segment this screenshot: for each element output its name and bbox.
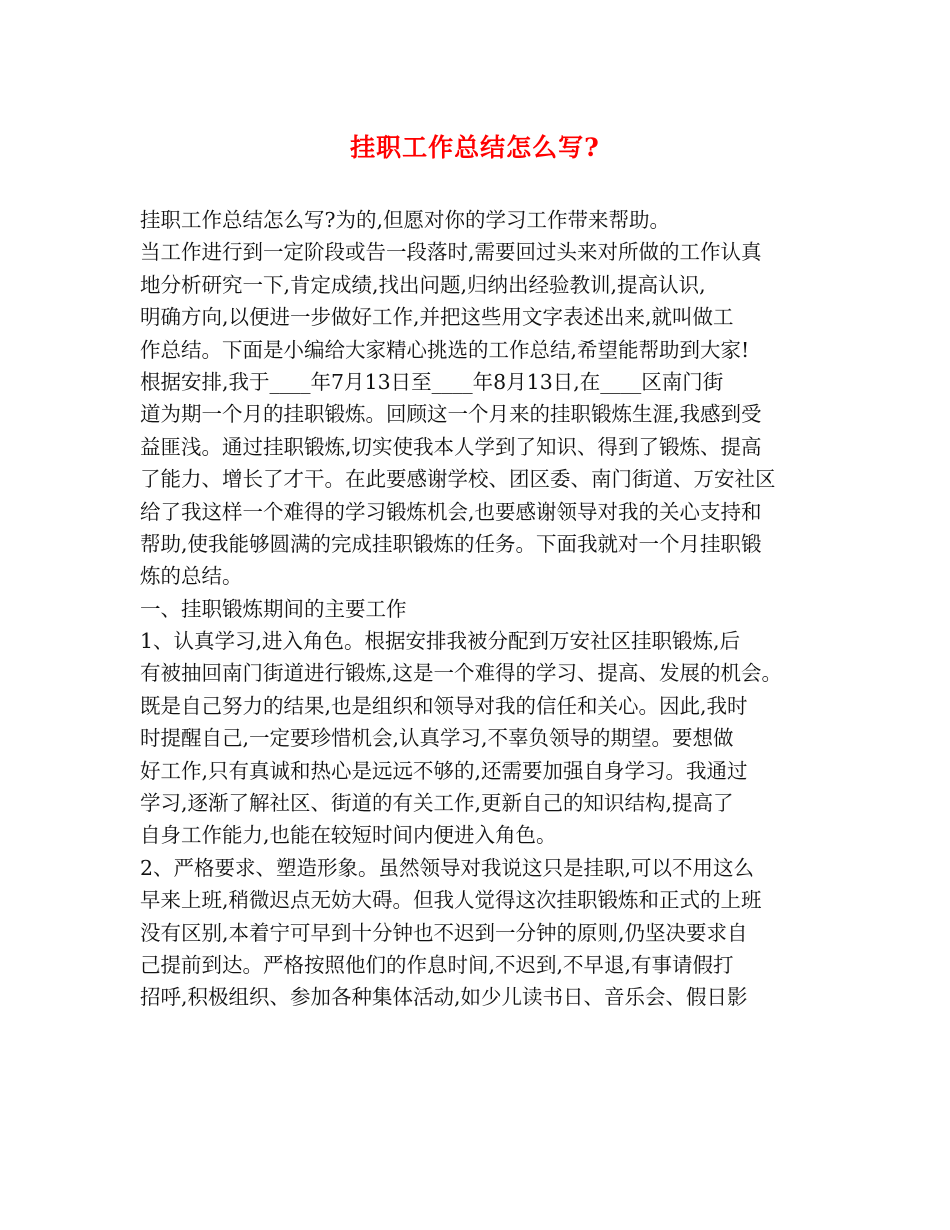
text-line: 根据安排,我于____年7月13日至____年8月13日,在____区南门街 xyxy=(140,369,724,394)
text-line: 挂职工作总结怎么写?为的,但愿对你的学习工作带来帮助。 xyxy=(140,208,671,232)
text-line: 道为期一个月的挂职锻炼。回顾这一个月来的挂职锻炼生涯,我感到受 xyxy=(140,402,762,427)
document-body xyxy=(140,204,820,1014)
text-line: 没有区别,本着宁可早到十分钟也不迟到一分钟的原则,仍坚决要求自 xyxy=(140,920,748,945)
text-line: 早来上班,稍微迟点无妨大碍。但我人觉得这次挂职锻炼和正式的上班 xyxy=(140,888,762,913)
text-line: 学习,逐渐了解社区、街道的有关工作,更新自己的知识结构,提高了 xyxy=(140,791,734,816)
text-line: 炼的总结。 xyxy=(140,564,243,589)
text-line: 既是自己努力的结果,也是组织和领导对我的信任和关心。因此,我时 xyxy=(140,693,748,718)
text-line: 时提醒自己,一定要珍惜机会,认真学习,不辜负领导的期望。要想做 xyxy=(140,726,734,751)
text-line: 地分析研究一下,肯定成绩,找出问题,归纳出经验教训,提高认识, xyxy=(140,272,706,297)
text-line: 帮助,使我能够圆满的完成挂职锻炼的任务。下面我就对一个月挂职锻 xyxy=(140,531,762,556)
text-line: 一、挂职锻炼期间的主要工作 xyxy=(140,596,407,621)
text-line: 己提前到达。严格按照他们的作息时间,不迟到,不早退,有事请假打 xyxy=(140,952,734,977)
document-title: 挂职工作总结怎么写? xyxy=(350,133,600,162)
text-line: 2、严格要求、塑造形象。虽然领导对我说这只是挂职,可以不用这么 xyxy=(140,855,755,880)
text-line: 了能力、增长了才干。在此要感谢学校、团区委、南门街道、万安社区 xyxy=(140,467,776,492)
text-line: 1、认真学习,进入角色。根据安排我被分配到万安社区挂职锻炼,后 xyxy=(140,629,741,654)
text-line: 给了我这样一个难得的学习锻炼机会,也要感谢领导对我的关心支持和 xyxy=(140,499,762,524)
text-line: 当工作进行到一定阶段或告一段落时,需要回过头来对所做的工作认真 xyxy=(140,240,762,265)
text-line: 招呼,积极组织、参加各种集体活动,如少儿读书日、音乐会、假日影 xyxy=(140,985,748,1010)
text-line: 自身工作能力,也能在较短时间内便进入角色。 xyxy=(140,823,557,848)
text-line: 益匪浅。通过挂职锻炼,切实使我本人学到了知识、得到了锻炼、提高 xyxy=(140,434,762,459)
text-line: 好工作,只有真诚和热心是远远不够的,还需要加强自身学习。我通过 xyxy=(140,758,748,783)
text-line: 明确方向,以便进一步做好工作,并把这些用文字表述出来,就叫做工 xyxy=(140,305,734,330)
text-line: 作总结。下面是小编给大家精心挑选的工作总结,希望能帮助到大家! xyxy=(140,337,750,362)
text-line: 有被抽回南门街道进行锻炼,这是一个难得的学习、提高、发展的机会。 xyxy=(140,661,783,686)
